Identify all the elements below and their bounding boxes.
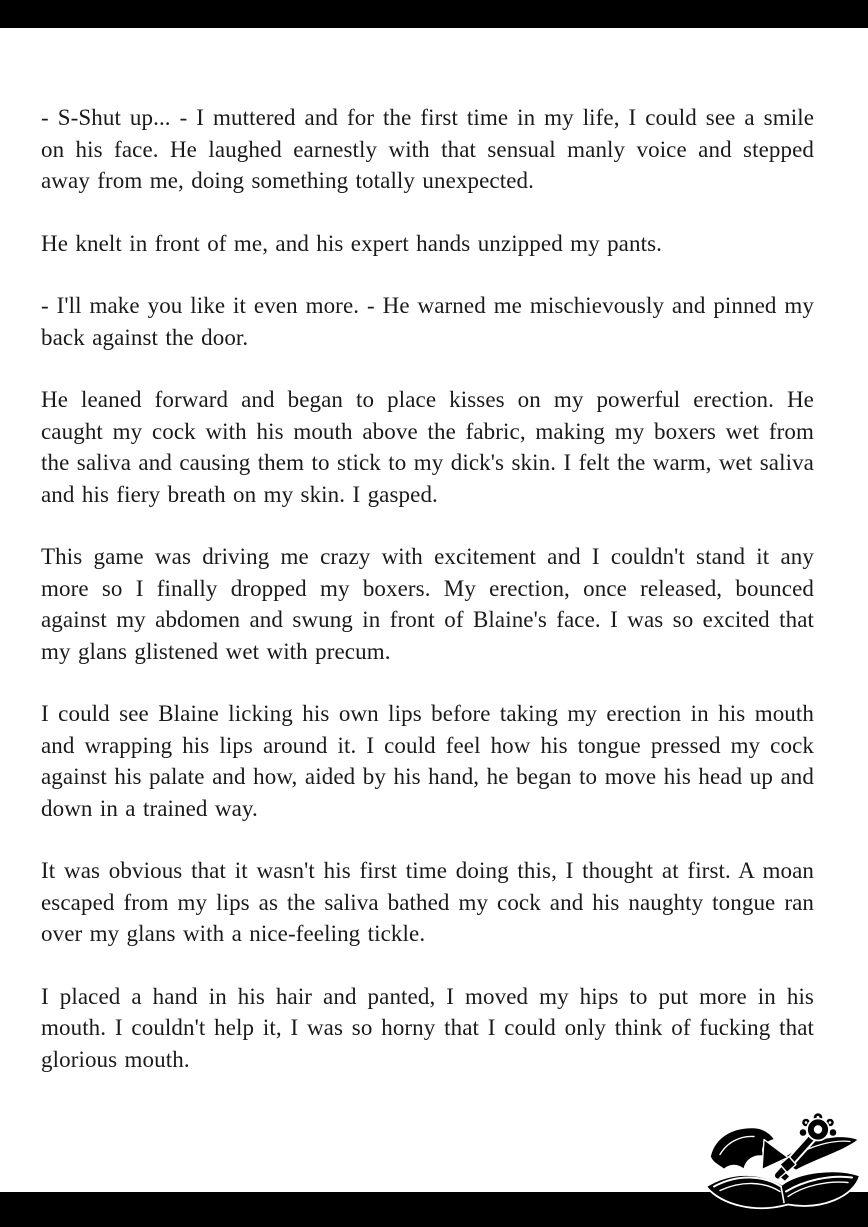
document-page xyxy=(0,28,868,1192)
paragraph: It was obvious that it wasn't his first time doing this, I thought at first. A moan escaped from my lips as the saliva bathed my cock and his naughty tongue ran over my glans with a nice-feeling tickle. xyxy=(41,858,814,946)
page-text xyxy=(41,102,814,1106)
paragraph: - S-Shut up... - I muttered and for the first time in my life, I could see a smile on his face. He laughed earnestly with that sensual manly voice and stepped away from me, doing something totally unexpected. xyxy=(41,105,814,193)
paragraph: I placed a hand in his hair and panted, I moved my hips to put more in his mouth. I couldn't help it, I was so horny that I could only think of fucking that glorious mouth. xyxy=(41,983,814,1072)
paragraph: He knelt in front of me, and his expert hands unzipped my pants. xyxy=(41,230,662,256)
paragraph: - I'll make you like it even more. - He warned me mischievously and pinned my back against the door. xyxy=(41,293,814,350)
paragraph: I could see Blaine licking his own lips before taking my erection in his mouth and wrapping his lips around it. I could feel how his tongue pressed my cock against his palate and how, aided by his hand, he began to move his head up and down in a trained way. xyxy=(41,701,814,821)
top-letterbox-bar xyxy=(0,0,868,28)
paragraph: He leaned forward and began to place kisses on my powerful erection. He caught my cock with his mouth above the fabric, making my boxers wet from the saliva and causing them to stick to my dick's skin. I felt the warm, wet saliva and his fiery breath on my skin. I gasped. xyxy=(41,387,814,507)
open-book-with-key-icon xyxy=(700,1110,866,1220)
paragraph: This game was driving me crazy with excitement and I couldn't stand it any more so I finally dropped my boxers. My erection, once released, bounced against my abdomen and swung in front of Blaine's face. I was so excited that my glans glistened wet with precum. xyxy=(41,544,814,664)
book-key-logo xyxy=(700,1110,866,1220)
